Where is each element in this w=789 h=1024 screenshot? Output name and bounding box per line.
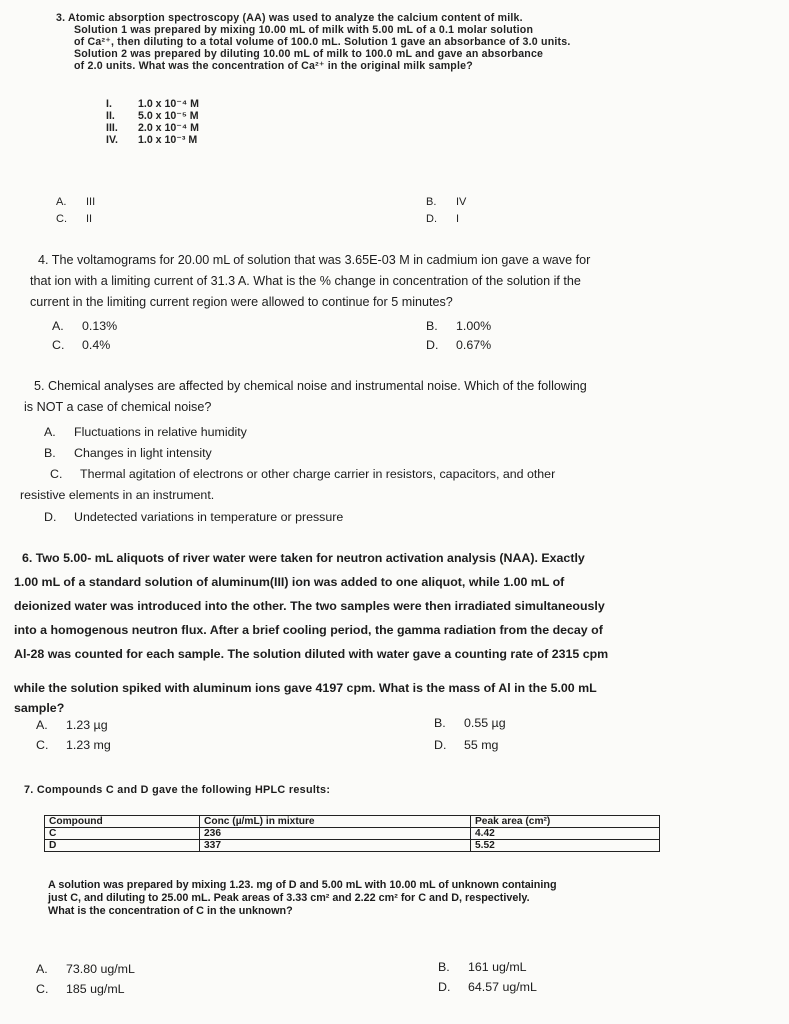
- q6-option-b[interactable]: B. 0.55 µg: [434, 716, 506, 730]
- q7-line-1: A solution was prepared by mixing 1.23. mg of D and 5.00 mL with 10.00 mL of unknown containing: [48, 879, 557, 891]
- q6-option-c[interactable]: C. 1.23 mg: [36, 738, 111, 752]
- q6-line-1: 6. Two 5.00- mL aliquots of river water were taken for neutron activation analysis (NAA). Exactly: [22, 551, 585, 565]
- q6-option-a[interactable]: A. 1.23 µg: [36, 718, 108, 732]
- q4-option-c[interactable]: C. 0.4%: [52, 338, 111, 352]
- q6-line-4: into a homogenous neutron flux. After a brief cooling period, the gamma radiation from the decay of: [14, 623, 603, 637]
- q7-option-d[interactable]: D. 64.57 ug/mL: [438, 980, 537, 994]
- q3-option-b[interactable]: B. IV: [426, 196, 467, 208]
- q7-line-2: just C, and diluting to 25.00 mL. Peak areas of 3.33 cm² and 2.22 cm² for C and D, respectively.: [48, 892, 530, 904]
- q3-option-d[interactable]: D. I: [426, 213, 460, 225]
- question-6-text: [14, 546, 608, 720]
- q3-roman-item: I. 1.0 x 10⁻⁴ M: [106, 98, 199, 110]
- question-3-text: [56, 12, 570, 72]
- question-7-text: [48, 879, 557, 918]
- question-5-text: [24, 376, 587, 418]
- table-header-cell: Conc (µ/mL) in mixture: [200, 816, 471, 828]
- table-cell: C: [45, 828, 200, 840]
- q6-line-3: deionized water was introduced into the other. The two samples were then irradiated simultaneously: [14, 599, 605, 613]
- q7-option-a[interactable]: A. 73.80 ug/mL: [36, 962, 135, 976]
- table-cell: 337: [200, 840, 471, 852]
- table-row: [45, 840, 660, 852]
- q7-line-3: What is the concentration of C in the unknown?: [48, 905, 293, 917]
- table-cell: 4.42: [471, 828, 660, 840]
- q3-line-4: Solution 2 was prepared by diluting 10.00 mL of milk to 100.0 mL and gave an absorbance: [74, 48, 544, 60]
- hplc-table: [44, 815, 660, 852]
- q3-line-2: Solution 1 was prepared by mixing 10.00 mL of milk with 5.00 mL of a 0.1 molar solution: [74, 24, 534, 36]
- q4-option-a[interactable]: A. 0.13%: [52, 319, 118, 333]
- q3-line-5: of 2.0 units. What was the concentration of Ca²⁺ in the original milk sample?: [74, 60, 473, 72]
- q3-roman-list: [106, 98, 199, 146]
- q6-line-2: 1.00 mL of a standard solution of aluminum(III) ion was added to one aliquot, while 1.00 mL of: [14, 575, 565, 589]
- q6-option-d[interactable]: D. 55 mg: [434, 738, 499, 752]
- question-4-text: [30, 250, 591, 313]
- table-header-cell: Compound: [45, 816, 200, 828]
- q5-option-c[interactable]: C. Thermal agitation of electrons or other charge carrier in resistors, capacitors, and other: [50, 467, 556, 481]
- q3-line-3: of Ca²⁺, then diluting to a total volume of 100.0 mL. Solution 1 gave an absorbance of 3.0 units.: [74, 36, 571, 48]
- table-header-cell: Peak area (cm²): [471, 816, 660, 828]
- q5-option-c-continued: resistive elements in an instrument.: [20, 488, 215, 502]
- q5-line-2: is NOT a case of chemical noise?: [24, 400, 212, 414]
- q3-roman-item: II. 5.0 x 10⁻⁵ M: [106, 110, 199, 122]
- q3-option-a[interactable]: A. III: [56, 196, 96, 208]
- q5-option-d[interactable]: D. Undetected variations in temperature or pressure: [44, 510, 344, 524]
- question-7-heading: 7. Compounds C and D gave the following HPLC results:: [24, 784, 331, 796]
- q3-line-1: 3. Atomic absorption spectroscopy (AA) was used to analyze the calcium content of milk.: [56, 12, 523, 24]
- q6-line-7: sample?: [14, 701, 65, 715]
- q4-line-3: current in the limiting current region were allowed to continue for 5 minutes?: [30, 295, 453, 309]
- q6-line-5: Al-28 was counted for each sample. The solution diluted with water gave a counting rate of 2315 cpm: [14, 647, 609, 661]
- q3-roman-item: III. 2.0 x 10⁻⁴ M: [106, 122, 199, 134]
- q4-line-1: 4. The voltamograms for 20.00 mL of solution that was 3.65E-03 M in cadmium ion gave a wave for: [38, 253, 591, 267]
- table-header-row: [45, 816, 660, 828]
- table-cell: 236: [200, 828, 471, 840]
- q4-option-d[interactable]: D. 0.67%: [426, 338, 492, 352]
- q5-option-a[interactable]: A. Fluctuations in relative humidity: [44, 425, 247, 439]
- table-cell: 5.52: [471, 840, 660, 852]
- q5-option-b[interactable]: B. Changes in light intensity: [44, 446, 212, 460]
- q6-line-6: while the solution spiked with aluminum ions gave 4197 cpm. What is the mass of Al in the 5.00 mL: [14, 681, 597, 695]
- q5-line-1: 5. Chemical analyses are affected by chemical noise and instrumental noise. Which of the following: [34, 379, 587, 393]
- q4-line-2: that ion with a limiting current of 31.3 A. What is the % change in concentration of the solution if the: [30, 274, 581, 288]
- q3-roman-item: IV. 1.0 x 10⁻³ M: [106, 134, 198, 146]
- q3-option-c[interactable]: C. II: [56, 213, 93, 225]
- q7-option-c[interactable]: C. 185 ug/mL: [36, 982, 125, 996]
- table-row: [45, 828, 660, 840]
- q7-option-b[interactable]: B. 161 ug/mL: [438, 960, 527, 974]
- q4-option-b[interactable]: B. 1.00%: [426, 319, 492, 333]
- table-cell: D: [45, 840, 200, 852]
